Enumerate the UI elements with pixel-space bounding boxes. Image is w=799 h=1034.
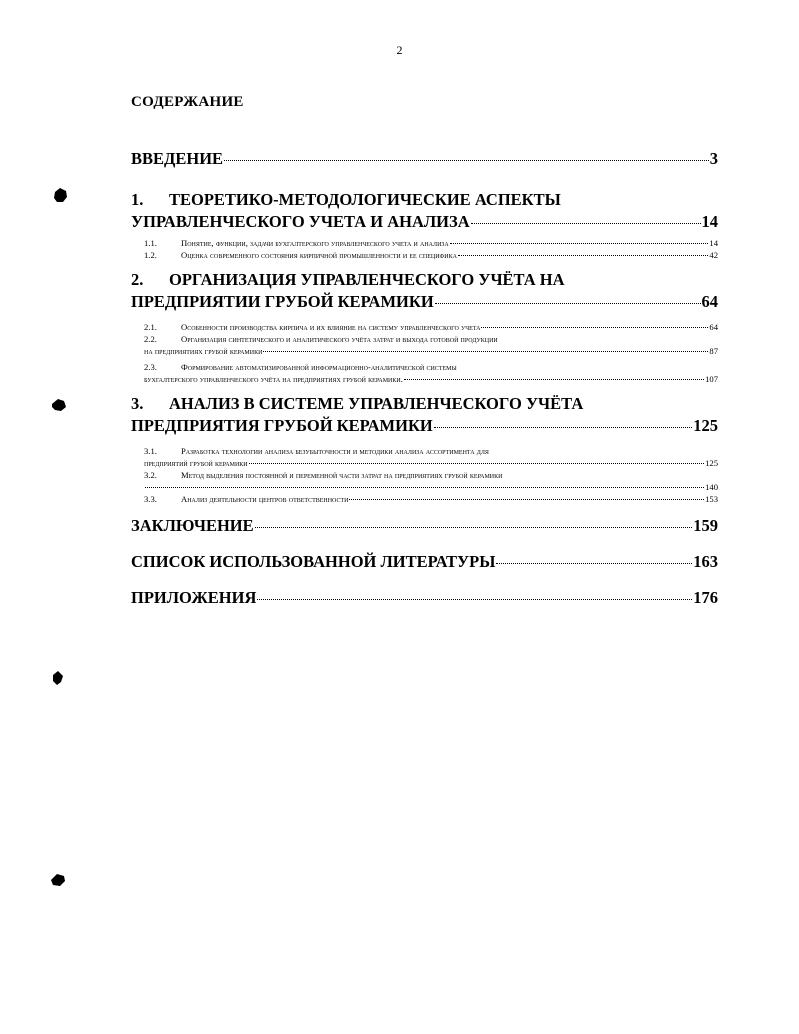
subsection-page: 107 [705,374,718,384]
toc-subsection-2-3[interactable] [144,361,718,385]
dot-leader [404,379,704,380]
chapter-number: 3. [131,394,144,413]
chapter-title-line2: ПРЕДПРИЯТИЯ ГРУБОЙ КЕРАМИКИ [131,416,433,435]
chapter-title-line1: ТЕОРЕТИКО-МЕТОДОЛОГИЧЕСКИЕ АСПЕКТЫ [169,190,561,209]
subsection-number: 3.1. [144,446,157,456]
toc-subsection-1-1[interactable] [144,237,718,249]
chapter-title-line1: АНАЛИЗ В СИСТЕМЕ УПРАВЛЕНЧЕСКОГО УЧЁТА [169,394,584,413]
subsection-title-continued: предприятий грубой керамики [144,458,248,468]
toc-subsection-3-1[interactable] [144,445,718,469]
toc-entry-references[interactable] [131,551,718,573]
subsection-title: Особенности производства кирпича и их влияние на систему управленческого учета [181,322,481,332]
subsection-title: Анализ деятельности центров ответственности [181,494,349,504]
toc-title: СОДЕРЖАНИЕ [131,94,244,110]
toc-entry-appendices[interactable] [131,587,718,609]
page-number: 2 [396,43,403,57]
subsection-list [131,321,718,385]
subsection-number: 2.2. [144,334,157,344]
subsection-page: 42 [709,250,718,260]
chapter-number: 1. [131,190,144,209]
dot-leader [224,160,709,161]
dot-leader [145,487,704,488]
dot-leader [496,563,692,564]
entry-page: 14 [701,212,718,231]
toc-subsection-1-2[interactable] [144,249,718,261]
subsection-title: Оценка современного состояния кирпичной промышленности и ее специфика [181,250,457,260]
subsection-number: 2.3. [144,362,157,372]
chapter-heading-line1[interactable] [131,269,718,291]
entry-label: СПИСОК ИСПОЛЬЗОВАННОЙ ЛИТЕРАТУРЫ [131,552,496,571]
dot-leader [471,223,701,224]
subsection-title-continued: бухгалтерского управленческого учёта на предприятиях грубой керамики. [144,374,403,384]
toc-chapter-2 [131,269,718,385]
table-of-contents [131,148,718,609]
dot-leader [249,463,705,464]
subsection-title: Понятие, функции, задачи бухгалтерского управленческого учета и анализа [181,238,449,248]
subsection-page: 14 [709,238,718,248]
subsection-number: 1.1. [144,238,157,248]
toc-subsection-3-3[interactable] [144,493,718,505]
ink-spot-icon [54,188,67,202]
subsection-list [131,445,718,505]
toc-entry-conclusion[interactable] [131,515,718,537]
chapter-heading-line1[interactable] [131,393,718,415]
chapter-title-line2: ПРЕДПРИЯТИИ ГРУБОЙ КЕРАМИКИ [131,292,434,311]
ink-spot-icon [53,671,63,685]
chapter-heading-line1[interactable] [131,189,718,211]
subsection-title-continued: на предприятиях грубой керамики [144,346,263,356]
subsection-number: 3.3. [144,494,157,504]
entry-page: 125 [693,416,718,435]
subsection-number: 1.2. [144,250,157,260]
entry-label: ВВЕДЕНИЕ [131,149,224,168]
toc-subsection-2-1[interactable] [144,321,718,333]
entry-label: ПРИЛОЖЕНИЯ [131,588,257,607]
chapter-title-line1: ОРГАНИЗАЦИЯ УПРАВЛЕНЧЕСКОГО УЧЁТА НА [169,270,565,289]
subsection-page: 64 [709,322,718,332]
subsection-number: 2.1. [144,322,157,332]
entry-page: 176 [693,588,718,607]
subsection-page: 153 [705,494,718,504]
dot-leader [349,499,704,500]
subsection-title: Формирование автоматизированной информационно-аналитической системы [181,362,457,372]
toc-subsection-3-2[interactable] [144,469,718,493]
entry-label: ЗАКЛЮЧЕНИЕ [131,516,254,535]
dot-leader [458,255,708,256]
subsection-page: 87 [709,346,718,356]
subsection-title: Разработка технологии анализа безубыточности и методики анализа ассортимента для [181,446,489,456]
dot-leader [257,599,692,600]
chapter-number: 2. [131,270,144,289]
dot-leader [450,243,709,244]
subsection-title: Организация синтетического и аналитического учёта затрат и выхода готовой продукции [181,334,498,344]
subsection-number: 3.2. [144,470,157,480]
chapter-title-line2: УПРАВЛЕНЧЕСКОГО УЧЕТА И АНАЛИЗА [131,212,470,231]
chapter-heading-line2[interactable] [131,211,718,233]
chapter-heading-line2[interactable] [131,415,718,437]
subsection-list [131,237,718,261]
entry-page: 159 [693,516,718,535]
dot-leader [255,527,693,528]
ink-spot-icon [51,874,65,886]
entry-page: 163 [693,552,718,571]
toc-chapter-3 [131,393,718,505]
dot-leader [263,351,708,352]
toc-subsection-2-2[interactable] [144,333,718,357]
chapter-heading-line2[interactable] [131,291,718,313]
entry-page: 3 [709,149,718,168]
subsection-page: 125 [705,458,718,468]
ink-spot-icon [52,399,66,411]
dot-leader [481,327,708,328]
subsection-page: 140 [705,482,718,492]
toc-entry-introduction[interactable] [131,148,718,170]
entry-page: 64 [701,292,718,311]
dot-leader [434,427,693,428]
dot-leader [435,303,701,304]
toc-chapter-1 [131,189,718,261]
subsection-title: Метод выделения постоянной и переменной части затрат на предприятиях грубой керамики [181,470,503,480]
